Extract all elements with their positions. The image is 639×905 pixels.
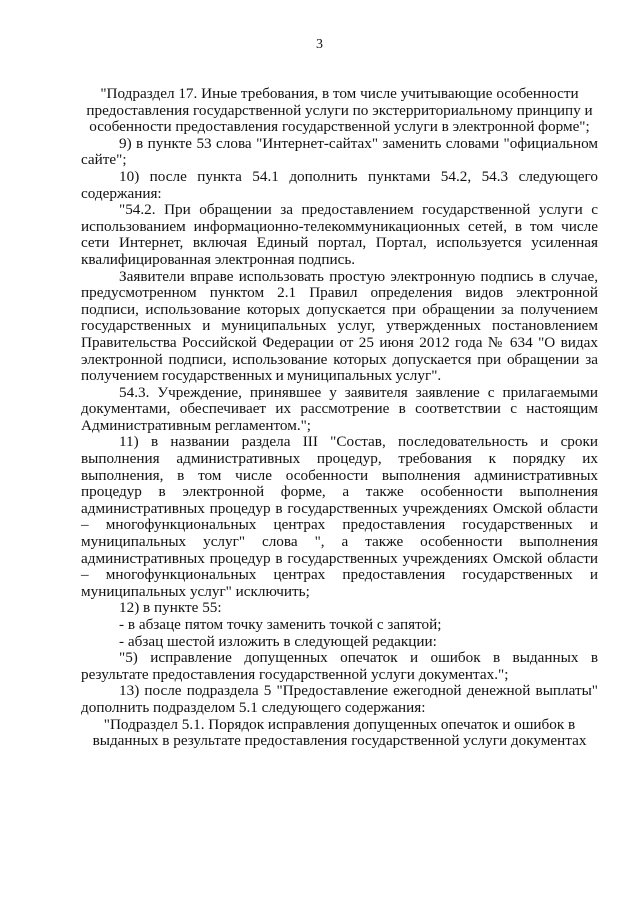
item-9-paragraph: 9) в пункте 53 слова "Интернет-сайтах" заменить словами "официальном сайте"; (81, 134, 598, 169)
new-point-5-paragraph: "5) исправление допущенных опечаток и ошибок в выданных в результате предоставления государственной услуги документах."; (81, 649, 598, 683)
document-body (81, 86, 598, 750)
subsection-17-heading: "Подраздел 17. Иные требования, в том числе учитывающие особенности предоставления государственной услуги по экстерриториальному принципу и особенности предоставления государственной услуги в электронной форме"; (86, 85, 593, 136)
item-12-dash-2: - абзац шестой изложить в следующей редакции: (119, 632, 437, 650)
item-11-paragraph: 11) в названии раздела III "Состав, последовательность и сроки выполнения административных процедур, требования к порядку их выполнения, в том числе особенности выполнения административных процедур в электронной форме, а также особенности выполнения административных процедур в государственных учреждениях Омской области – многофункциональных центрах предоставления государственных и муниципальных услуг" слова ", а также особенности выполнения административных процедур в государственных учреждениях Омской области – многофункциональных центрах предоставления государственных и муниципальных услуг" исключить; (81, 433, 598, 600)
point-54-3-paragraph: 54.3. Учреждение, принявшее у заявителя заявление с прилагаемыми документами, обеспечивает их рассмотрение в соответствии с настоящим Административным регламентом."; (81, 383, 598, 434)
item-13-paragraph: 13) после подраздела 5 "Предоставление ежегодной денежной выплаты" дополнить подразделом 5.1 следующего содержания: (81, 682, 598, 716)
page-number: 3 (316, 37, 323, 52)
point-54-2-paragraph: "54.2. При обращении за предоставлением государственной услуги с использованием информационно-телекоммуникационных сетей, в том числе сети Интернет, включая Единый портал, Портал, используется усиленная квалифицированная электронная подпись. (81, 201, 598, 268)
item-12-paragraph: 12) в пункте 55: (119, 599, 222, 617)
item-10-paragraph: 10) после пункта 54.1 дополнить пунктами 54.2, 54.3 следующего содержания: (81, 167, 598, 202)
item-12-dash-1: - в абзаце пятом точку заменить точкой с запятой; (119, 616, 442, 633)
subsection-5-1-heading: "Подраздел 5.1. Порядок исправления допущенных опечаток и ошибок в выданных в результате предоставления государственной услуги документах (92, 715, 587, 750)
simple-signature-paragraph: Заявители вправе использовать простую электронную подпись в случае, предусмотренном пунктом 2.1 Правил определения видов электронной подписи, использование которых допускается при обращении за получением государственных и муниципальных услуг, утвержденных постановлением Правительства Российской Федерации от 25 июня 2012 года № 634 "О видах электронной подписи, использование которых допускается при обращении за получением государственных и муниципальных услуг". (81, 267, 598, 385)
